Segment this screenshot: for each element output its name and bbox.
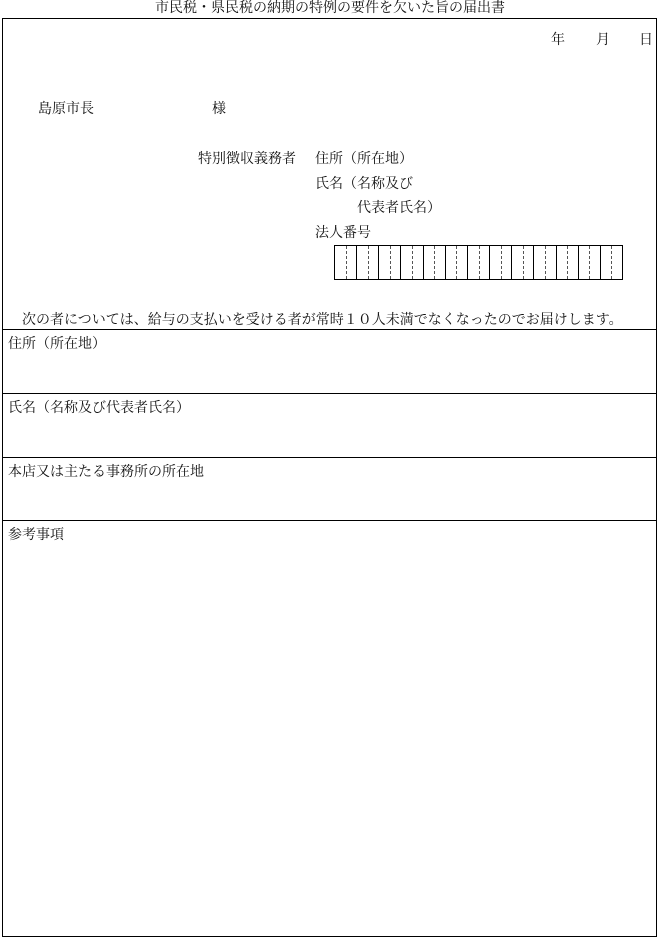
section-head-office-label: 本店又は主たる事務所の所在地 — [8, 464, 204, 480]
corp-number-digit-box[interactable] — [601, 246, 622, 279]
section-address-label: 住所（所在地） — [8, 336, 106, 352]
addressee-name: 島原市長 — [38, 101, 94, 117]
corp-number-boxes — [334, 245, 623, 280]
section-address — [2, 329, 657, 393]
submitter-address-label: 住所（所在地） — [315, 151, 413, 167]
corp-number-digit-box[interactable] — [335, 246, 357, 279]
submitter-role-label: 特別徴収義務者 — [198, 151, 296, 167]
statement-text: 次の者については、給与の支払いを受ける者が常時１０人未満でなくなったのでお届けします。 — [22, 312, 623, 328]
corp-number-digit-box[interactable] — [512, 246, 534, 279]
corp-number-digit-box[interactable] — [534, 246, 556, 279]
addressee-honorific: 様 — [212, 101, 226, 117]
section-remarks-label: 参考事項 — [8, 527, 64, 543]
date-month-label: 月 — [596, 32, 610, 48]
corp-number-digit-box[interactable] — [490, 246, 512, 279]
corp-number-digit-box[interactable] — [579, 246, 601, 279]
corp-number-digit-box[interactable] — [357, 246, 379, 279]
corp-number-digit-box[interactable] — [424, 246, 446, 279]
corp-number-digit-box[interactable] — [468, 246, 490, 279]
section-name-label: 氏名（名称及び代表者氏名） — [8, 400, 190, 416]
corp-number-digit-box[interactable] — [379, 246, 401, 279]
submitter-name-label-line1: 氏名（名称及び — [315, 176, 413, 192]
corp-number-digit-box[interactable] — [557, 246, 579, 279]
date-day-label: 日 — [639, 32, 653, 48]
section-name — [2, 393, 657, 457]
corp-number-digit-box[interactable] — [401, 246, 423, 279]
section-head-office — [2, 457, 657, 520]
corp-number-digit-box[interactable] — [446, 246, 468, 279]
date-year-label: 年 — [551, 32, 565, 48]
form-title: 市民税・県民税の納期の特例の要件を欠いた旨の届出書 — [155, 0, 505, 16]
section-remarks — [2, 520, 657, 937]
submitter-name-label-line2: 代表者氏名） — [357, 200, 441, 216]
corp-number-label: 法人番号 — [315, 225, 371, 241]
